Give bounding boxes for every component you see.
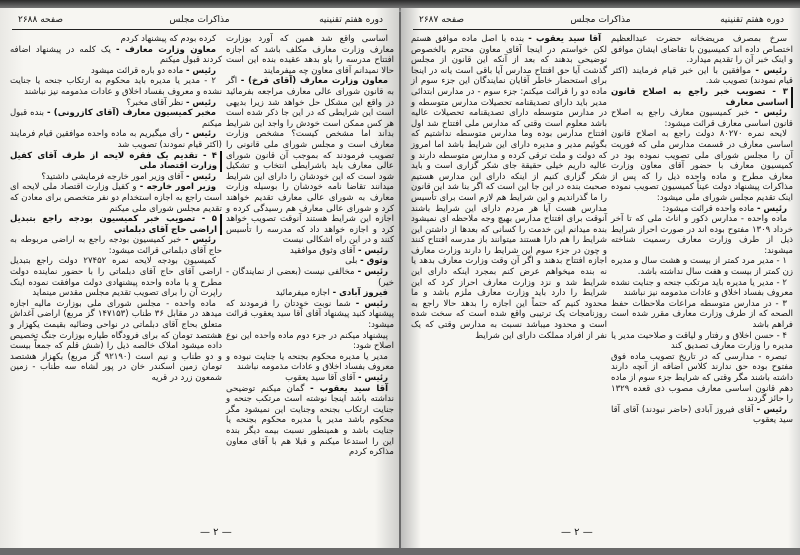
paragraph	[611, 129, 793, 203]
paragraph	[10, 45, 222, 66]
speaker-name: آقا سید یعقوب -	[310, 383, 389, 394]
paragraph-text: کمیسیون بودجه لایحه نمره ۲۷۴۵۲ دولت راجع بتبدیل اراضی آقای حاج آقای دبلماتی را با حضور نماینده دولت مطرح و با ماده واحده پیشنهادی دولت موافقت نموده اینک راپرت آن را برای تصویب تقدیم مجلس مقدس مینماید	[10, 256, 222, 299]
page-header	[413, 14, 788, 30]
speaker-name: رئیس -	[185, 171, 216, 182]
speaker-name: رئیس -	[357, 267, 389, 278]
paragraph	[226, 246, 394, 257]
text-column-right	[226, 34, 394, 458]
paragraph	[611, 405, 793, 426]
paragraph-text: یک کلمه در پیشنهاد اضافه کردند قبول میکنم	[10, 44, 222, 66]
paragraph-text: و کفیل وزارت اقتصاد ملی لایحه ای است راجع به اجازه استخدام دو نفر متخصص برای معادن که تقدیم مجلس شورای ملی میکنم	[10, 182, 222, 214]
paragraph	[10, 172, 222, 183]
paragraph	[10, 235, 222, 256]
folio: — ۲ —	[561, 527, 593, 538]
paragraph	[10, 256, 222, 298]
paragraph	[10, 182, 222, 214]
text-column-left	[10, 34, 222, 384]
page-number: صفحه ۲۶۸۷	[419, 15, 465, 25]
speaker-name: رئیس -	[355, 298, 388, 309]
speaker-name: فیروز آبادی -	[332, 288, 388, 299]
section-heading	[10, 151, 222, 172]
paragraph-text: ۲ - مدیر یا مدیره باید محکوم به ارتکاب جنحه یا جنایت نشده و معروف بفساد اخلاق و عادات مذمومه نیز نباشند	[10, 76, 222, 97]
paragraph	[411, 34, 607, 341]
speaker-name: مخبر کمیسیون معارف (آقای کازرونی) -	[47, 108, 217, 119]
paragraph-text: اجازه میفرمائید	[275, 288, 330, 299]
paragraph-text: بنده قبول میکنم	[10, 108, 222, 129]
paragraph	[10, 76, 222, 97]
paragraph-text: تبصره - مدارسی که در تاریخ تصویب ماده فوق مفتوح بوده حق ندارند کلاس اضافه از آنچه دارند داشته باشند مگر وقتی که شرایط جزء سوم از ماده دهم قانون اساسی معارف مصوب ذی قعده ۱۳۲۹ را حائز گردند	[611, 351, 793, 405]
paragraph	[226, 256, 394, 267]
paragraph	[611, 331, 793, 352]
paragraph	[226, 384, 394, 458]
speaker-name: رئیس -	[756, 203, 787, 214]
speaker-name: معاون وزارت معارف (آقای فرخ) -	[240, 76, 388, 87]
paragraph	[10, 129, 222, 150]
paragraph	[226, 34, 394, 76]
paragraph-text: آقای فیروز آبادی (حاضر نبودند) آقای آقا سید یعقوب	[611, 404, 793, 426]
paragraph-text: آقای وثوق موافقید	[290, 245, 356, 256]
paragraph-text: کرده بودم که پیشنهاد کردم	[120, 34, 216, 44]
paragraph	[611, 278, 793, 299]
page-header	[12, 14, 387, 30]
speaker-name: رئیس -	[755, 65, 788, 76]
speaker-name: رئیس -	[357, 373, 388, 383]
paragraph	[226, 373, 394, 384]
speaker-name: رئیس -	[357, 245, 388, 256]
running-title: مذاکرات مجلس	[169, 15, 230, 25]
paragraph-text: ۳ - تصویب خبر راجع به اصلاح قانون اساسی معارف	[611, 86, 788, 108]
paragraph	[611, 214, 793, 256]
paragraph-text: رأی میگیریم به ماده واحده موافقین قیام فرمایند (اکثر قیام نمودند) تصویب شد	[10, 129, 222, 150]
paragraph-text: ماده دو باره قرائت میشود	[90, 65, 184, 76]
paragraph-text: لایحه نمره ۸۰۲۷۰ دولت راجع به اصلاح قانون اساسی معارف در قسمت مدارس ملی که فوریت آن را مجلس شورای ملی تصویب نموده بود در کمیسیون معارف با حضور آقای معاون وزارت معارف مطرح و ماده واحده ذیل را که پس از مذاکرات پیشنهاد دولت عیناً کمیسیون تصویب نموده اینک تقدیم مجلس شورای ملی میشود:	[611, 129, 793, 203]
paragraph	[611, 256, 793, 277]
paragraph-text: ماده واحده - مجلس شورای ملی بوزارت مالیه اجازه میدهد در مقابل ۳۶ طناب (۱۴۷۱۵۳ گز مربع) اراضی آغداش متعلق بحاج آقای دبلماتی در نواحی وضائیه بقیمت یکهزار و هشتصد تومان که برای فرودگاه طیاره بوزارت جنگ تخصیص داده میشود املاک خالصه ذیل را (شش قلم که جمعاً بیست و دو طناب و نیم است (۹۲۱۹۰ گز مربع) بکهزار هشتصد تومان زمین اسکندر خان در پور لشاه سه طناب - زمین شمعون زرد در قریه	[10, 298, 223, 383]
paragraph-text: اگر به قانون شورای عالی معارف مراجعه بفرمائید در واقع این مشکل حل خواهد شد زیرا بدیهی است این شرایطی که در این جا ذکر شده است هر کس ممکن است خودش را واجد این شرایط بداند اما مشخص کیست؟ مشخص وزارت معارف است و مجلس شورای ملی قانونی را تصویب فرمودند که بموجب آن قانون شورای عالی معارف باید باشرایطی انتخاب و تشکیل شود است که این خودشان را دارای این شرایط میدانند تقاضا نامه خودشان را بوسیله وزارت معارف به شورای عالی معارف تقدیم خواهند کرد و شورای عالی معارف هم رسیدگی کرده و اجازه این شرایط هستند آنوقت تصویب خواهد کرد و اجازه خواهد داد که مدرسه را تأسیس کنند و در این راه اشکالی نیست	[226, 76, 394, 246]
paragraph-text: آقای آقا سید یعقوب	[285, 373, 356, 383]
paragraph-text: نظر آقای مخبر؟	[126, 97, 184, 108]
paragraph	[10, 299, 222, 384]
paragraph-text: خبر کمیسیون بودجه راجع به اراضی مربوطه به حاج آقای دبلماتی قرائت میشود:	[10, 235, 222, 256]
paragraph-text: بنده با اصل ماده موافق هستم لکن خواستم در اینجا آقای معاون محترم بالخصوص توضیحی بدهند که بعد از آنکه این قانون از مجلس گذشت آیا حق افتتاح مدارس آیا باقی است یانه در اینجا برای استحضار خاطر آقایان نمایندگان این جزء سوم از ماده دو را قرائت میکنم: جزء سوم - در مدارس ابتدائی مدیر باید دارای تصدیقنامه تحصیلات مدارس متوسطه و در مدارس متوسطه دارای تصدیقنامه تحصیلات عالیه باشد معلوم است وقتی که مدارس ملی افتتاح شد اول افتتاح مدارس بوده وما مدارس متوسطه نداشتیم که بگوئیم مدیر و مدیره دارای این شرایط باشد اما امروز که دولت و ملت ترقی کرده و مدارس متوسطه دارند و عالیه داریم خیلی حقیقة جای شکر گزاری است و باید شکر گزاری کنیم از اینکه دارای این مدارس هستیم صحبت بنده در این جا این است که اگر بنا شد این قانون را ما گذراندیم و این شرایط هم لازم است برای تأسیس مدارس هست آیا هر مردم دارای این شرایط باشند آنوقت برای افتتاح مدارس بهیچ وجه ملاحظه ای نمیشود بنده میدانم این خدمت را کسانی که بعدها از داشتن این شرایط را هم دارا هستند میتوانند باز مدرسه افتتاح کنند و چون در جزء سوم این شرایط را دارند وزارت معارف اجازه افتتاح بدهند و اگر آن وقت وزارت معارف بدهد یا نه بنده میخواهم عرض کنم بمجرد اینکه دارای این شرایط شد و نزد وزارت معارف احراز کرد که این شرایط را دارد باید وزارت معارف ملزم باشد و ما محدود کنیم که حتماً این اجازه را بدهد حالا راجع به روزنامجات یک ترتیبی واقع شده است که سخت شده است و محدود میباشد نسبت به مدارس وقتی که یک نفر از افراد مملکت دارای این شرایط	[411, 34, 607, 341]
folio: — ۲ —	[200, 527, 232, 538]
speaker-name: رئیس -	[184, 235, 216, 246]
paragraph	[10, 66, 222, 77]
paragraph	[10, 108, 222, 129]
paragraph	[226, 331, 394, 352]
paragraph-text: ماده واحده - مدارس ذکور و اناث ملی که تا آخر خرداد ۱۳۰۹ مفتوح بوده اند در صورت احراز شرایط ذیل از طرف وزارت معارف رسمیت شناخته میشوند:	[611, 214, 794, 256]
left-page	[0, 8, 399, 548]
paragraph-text: مدیر یا مدیره محکوم بجنحه یا جنایت نبوده و معروف بفساد اخلاق و عادات مذمومه نباشند	[226, 351, 394, 373]
paragraph-text: خبر کمیسیون معارف راجع به اصلاح قانون اساسی معارف قرائت میشود:	[611, 108, 793, 129]
paragraph-text: ماده واحده قرائت میشود:	[662, 203, 755, 214]
speaker-name: رئیس -	[185, 129, 217, 140]
running-title: مذاکرات مجلس	[570, 15, 631, 25]
speaker-name: رئیس -	[185, 97, 216, 108]
paragraph	[226, 76, 394, 246]
page-number: صفحه ۲۶۸۸	[18, 15, 64, 25]
paragraph	[611, 34, 793, 66]
speaker-name: آقا سید یعقوب -	[528, 34, 601, 44]
speaker-name: وزیر امور خارجه -	[139, 182, 216, 193]
section-heading	[611, 87, 793, 108]
paragraph	[611, 66, 793, 87]
paragraph	[10, 98, 222, 109]
paragraph	[10, 34, 222, 45]
paragraph-text: آقای وزیر امور خارجه فرمایشی داشتید؟	[41, 171, 184, 182]
term-label: دوره هفتم تقنینیه	[720, 15, 784, 25]
paragraph	[226, 352, 394, 373]
speaker-name: رئیس -	[756, 404, 788, 415]
text-column-left	[411, 34, 607, 341]
text-column-right	[611, 34, 793, 426]
speaker-name: رئیس -	[754, 108, 788, 119]
paragraph-text: ۴ - تقدیم یک فقره لایحه از طرف آقای کفیل وزارت اقتصاد ملی	[10, 150, 217, 172]
right-page	[401, 8, 800, 548]
paragraph-text: بلی	[345, 256, 358, 267]
paragraph-text: ۳ - در مدارس متوسطه مراعات ملاحظات حفظ الصحه که از طرف وزارت معارف مقرر شده است فراهم باشد	[611, 298, 793, 331]
paragraph-text: گمان میکنم توضیحی نداشته باشد اینجا نوشته است مرتکب جنحه و جنایت ارتکاب بجنحه وجنایت این نمیشود مگر محکوم باشد مدیر یا مدیره محکوم بجنحه یا جنایت باشد و همینطور نسبت بیمه دیگر بنده این را استدعا میکنم و قبلا هم با آقای معاون مذاکره کردم	[226, 383, 394, 458]
paragraph	[226, 299, 394, 331]
paragraph-text: پیشنهاد میکنم در جزء دوم ماده واحده این نوع اصلاح شود:	[226, 330, 394, 352]
paragraph-text: ۵ - تصویب خبر کمیسیون بودجه راجع بتبدیل اراضی حاج آقای دبلماتی	[10, 214, 217, 235]
paragraph	[611, 204, 793, 215]
speaker-name: رئیس -	[185, 65, 216, 76]
paragraph	[226, 288, 394, 299]
paragraph	[611, 299, 793, 331]
section-heading	[10, 214, 222, 235]
term-label: دوره هفتم تقنینیه	[319, 15, 383, 25]
speaker-name: وثوق -	[360, 256, 388, 267]
paragraph-text: موافقین با این خبر قیام فرمایند (اکثر قیام نمودند) تصویب شد.	[611, 65, 793, 87]
paragraph	[226, 267, 394, 288]
paragraph-text: ۲ - مدیر یا مدیره باید مرتکب جنحه و جنایت نشده معروف بفساد اخلاق و عادات مذمومه نیز نباشند	[611, 277, 793, 299]
paragraph-text: شما نوبت خودتان را فرمودند که پیشنهاد کنید پیشنهاد آقای آقا سید یعقوب قرائت میشود:	[226, 298, 394, 331]
paragraph-text: مخالفی نیست (بعضی از نمایندگان - خیر)	[226, 267, 394, 288]
speaker-name: معاون وزارت معارف -	[115, 44, 216, 55]
paragraph-text: اساسی واقع شد همین که آورد بوزارت معارف وزارت معارف مکلف باشد که اجازه افتتاح مدرسه را باو بدهد عقیده بنده این است حالا نمیدانم آقای معاون چه میفرمایند	[226, 34, 394, 76]
paragraph	[611, 352, 793, 405]
paragraph-text: ۴ - حسن اخلاق و رفتار و لیاقت و صلاحیت مدیر یا مدیره را وزارت معارف تصدیق کند	[611, 330, 793, 352]
paragraph	[611, 108, 793, 129]
paragraph-text: سرخ بمصرف مریضخانه حضرت عبدالعظیم اختصاص داده اند کمیسیون با تقاضای ایشان موافق و اینک خبر آن را تقدیم میدارد.	[611, 34, 793, 66]
paragraph-text: ۱ - مدیر مرد کمتر از بیست و هشت سال و مدیره زن کمتر از بیست و هفت سال نداشته باشد.	[611, 256, 793, 278]
